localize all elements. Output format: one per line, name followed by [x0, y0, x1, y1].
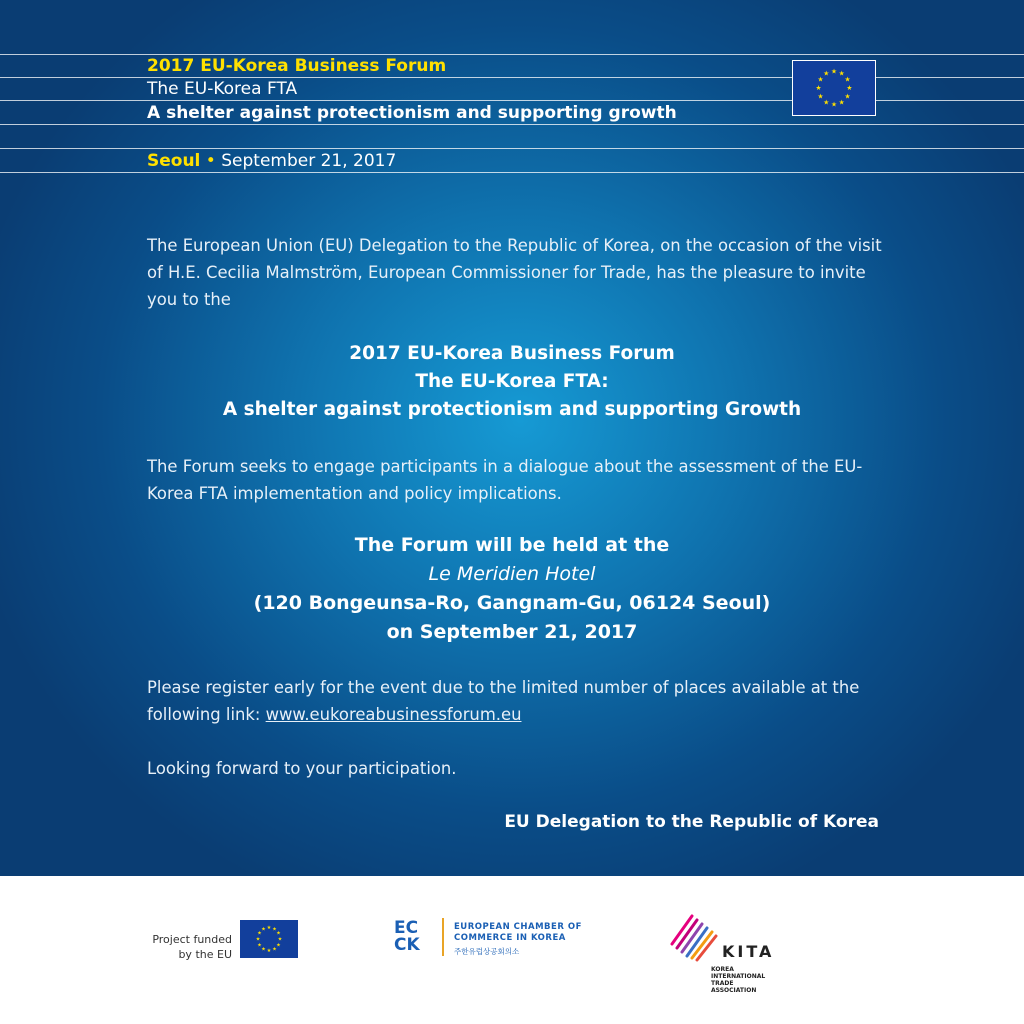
kita-sub-line: ASSOCIATION	[711, 987, 757, 994]
svg-text:★: ★	[815, 83, 822, 92]
venue-hotel: Le Meridien Hotel	[428, 563, 596, 585]
kita-wordmark: KITA	[722, 942, 775, 961]
svg-text:★: ★	[257, 942, 262, 949]
svg-text:★: ★	[817, 75, 824, 84]
forum-description: The Forum seeks to engage participants in a dialogue about the assessment of the EU-Korea FTA implementation and policy implications.	[147, 457, 863, 503]
svg-text:★: ★	[838, 69, 845, 78]
svg-text:★: ★	[272, 926, 277, 933]
kita-subtitle	[711, 966, 765, 994]
eu-stars-icon	[793, 61, 875, 115]
forum-title-line: 2017 EU-Korea Business Forum	[349, 343, 675, 364]
divider-line	[0, 148, 1024, 149]
venue-date: on September 21, 2017	[386, 621, 638, 643]
forum-title-line: A shelter against protectionism and supporting Growth	[222, 399, 802, 420]
svg-text:★: ★	[830, 67, 838, 76]
svg-text:★: ★	[272, 946, 277, 953]
venue-block	[0, 531, 1024, 647]
svg-text:★: ★	[817, 92, 824, 101]
svg-text:★: ★	[277, 936, 283, 943]
svg-text:★: ★	[823, 98, 830, 107]
funded-line: Project funded	[152, 933, 232, 946]
header-location-date	[147, 150, 396, 172]
forum-title-line: The EU-Korea FTA:	[415, 371, 609, 392]
svg-text:★: ★	[261, 946, 266, 953]
forum-title-block	[0, 340, 1024, 424]
kita-sub-line: TRADE	[711, 980, 734, 987]
ecck-logo-top: EC	[394, 918, 419, 938]
eu-flag-small-icon	[240, 920, 298, 958]
venue-address: (120 Bongeunsa-Ro, Gangnam-Gu, 06124 Seoul)	[253, 592, 771, 614]
svg-text:★: ★	[830, 100, 838, 109]
venue-line: The Forum will be held at the	[354, 534, 670, 556]
header-separator: •	[205, 151, 216, 171]
svg-text:★: ★	[846, 83, 853, 92]
svg-text:★: ★	[261, 926, 266, 933]
closing-text: Looking forward to your participation.	[147, 759, 457, 778]
eu-stars-small-icon	[240, 920, 298, 958]
eu-flag-icon	[792, 60, 876, 116]
registration-link[interactable]: www.eukoreabusinessforum.eu	[265, 705, 522, 724]
divider-line	[0, 172, 1024, 173]
header-tagline: A shelter against protectionism and supporting growth	[147, 103, 677, 123]
funded-line: by the EU	[178, 948, 232, 961]
ecck-korean-name: 주한유럽상공회의소	[454, 947, 520, 956]
svg-text:★: ★	[257, 930, 262, 937]
ecck-logo-bottom: CK	[394, 935, 420, 955]
svg-text:★: ★	[844, 75, 851, 84]
header-date: September 21, 2017	[221, 151, 397, 171]
header-city: Seoul	[147, 151, 201, 171]
register-paragraph	[147, 674, 887, 728]
funded-label	[146, 932, 232, 962]
register-text: Please register early for the event due to the limited number of places available at the following link:	[147, 678, 860, 724]
sponsor-footer	[0, 876, 1024, 1024]
kita-sub-line: INTERNATIONAL	[711, 973, 766, 980]
svg-text:★: ★	[844, 92, 851, 101]
svg-text:★: ★	[255, 936, 261, 943]
ecck-logo	[394, 920, 420, 954]
kita-logo-icon	[668, 910, 720, 962]
svg-text:★: ★	[838, 98, 845, 107]
kita-sub-line: KOREA	[711, 966, 734, 973]
svg-text:★: ★	[276, 930, 281, 937]
intro-paragraph: The European Union (EU) Delegation to the Republic of Korea, on the occasion of the visit of H.E. Cecilia Malmström, European Commissioner for Trade, has the pleasure to invite you to the	[147, 236, 882, 309]
svg-text:★: ★	[266, 925, 272, 931]
ecck-name	[454, 922, 582, 944]
header-subtitle: The EU-Korea FTA	[147, 79, 298, 99]
ecck-name-line: COMMERCE IN KOREA	[454, 933, 566, 943]
header-title: 2017 EU-Korea Business Forum	[147, 56, 447, 76]
svg-text:★: ★	[266, 948, 272, 954]
ecck-name-line: EUROPEAN CHAMBER OF	[454, 922, 582, 932]
svg-text:★: ★	[276, 942, 281, 949]
svg-text:★: ★	[823, 69, 830, 78]
ecck-divider	[442, 918, 444, 956]
signature: EU Delegation to the Republic of Korea	[504, 812, 879, 832]
divider-line	[0, 124, 1024, 125]
